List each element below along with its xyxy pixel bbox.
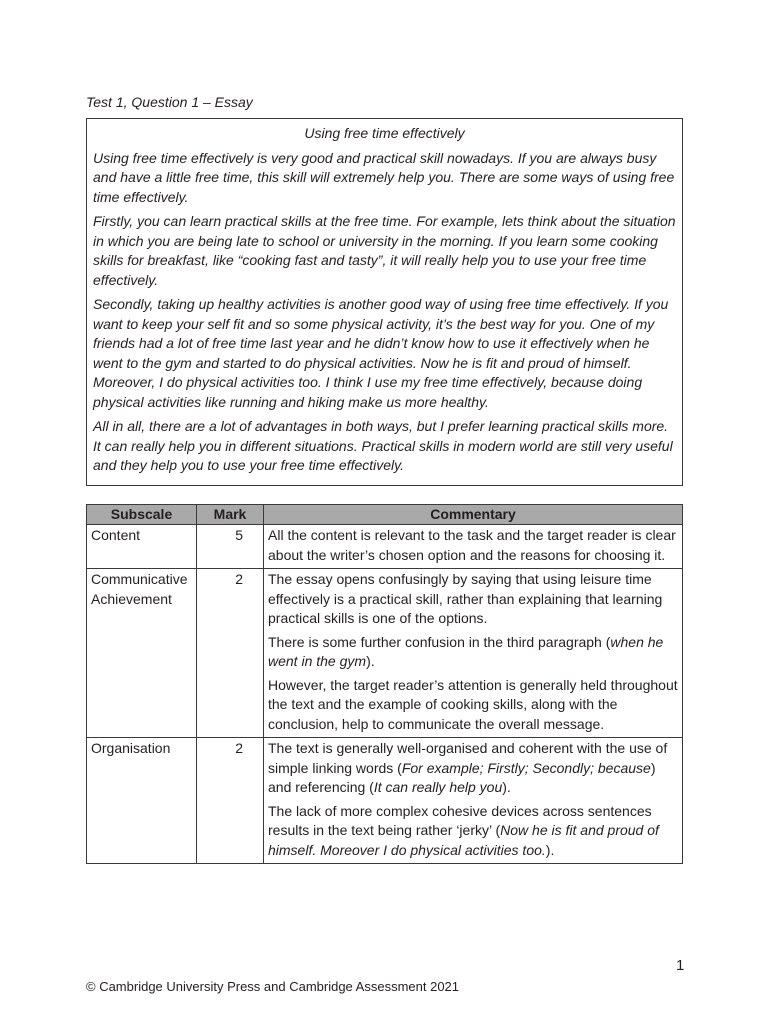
commentary-text: The text is generally well-organised and coherent with the use of simple linking words (	[268, 740, 668, 776]
commentary-paragraph	[268, 739, 678, 798]
mark-cell: 2	[197, 738, 264, 864]
commentary-text: ).	[545, 841, 555, 858]
essay-paragraph: All in all, there are a lot of advantages in both ways, but I prefer learning practical skills more. It can really help you in different situations. Practical skills in modern world are still very useful and they help you to use your free time effectively.	[93, 418, 673, 473]
table-row	[87, 569, 683, 738]
table-row	[87, 738, 683, 864]
commentary-text: ) and referencing (	[268, 759, 656, 795]
commentary-text: ).	[366, 653, 375, 669]
commentary-text: All the content is relevant to the task and the target reader is clear about the writer’s chosen option and the reasons for choosing it.	[268, 527, 676, 563]
quoted-example: Now he is fit and proud of himself. Moreover I do physical activities too.	[268, 822, 659, 858]
commentary-text: ).	[502, 779, 511, 795]
quoted-example: For example; Firstly; Secondly; because	[401, 759, 651, 776]
quoted-example: It can really help you	[373, 779, 503, 795]
commentary-text: However, the target reader’s attention is generally held throughout the text and the example of cooking skills, along with the conclusion, help to communicate the overall message.	[268, 676, 678, 732]
commentary-cell	[264, 569, 683, 738]
subscale-cell: Communicative Achievement	[87, 569, 197, 738]
essay-box	[86, 118, 683, 486]
commentary-paragraph	[268, 633, 678, 672]
mark-cell: 2	[197, 569, 264, 738]
essay-paragraph: Firstly, you can learn practical skills at the free time. For example, lets think about the situation in which you are being late to school or university in the morning. If you learn some cooking skills for breakfast, like “cooking fast and tasty”, it will really help you to use your free time effectively.	[93, 213, 676, 288]
page-heading: Test 1, Question 1 – Essay	[86, 94, 253, 110]
header-commentary: Commentary	[264, 505, 683, 525]
subscale-cell: Content	[87, 525, 197, 569]
commentary-text: There is some further confusion in the third paragraph (	[268, 633, 611, 650]
essay-paragraph: Using free time effectively is very good and practical skill nowadays. If you are always busy and have a little free time, this skill will extremely help you. There are some ways of using free time effectively.	[93, 149, 675, 205]
header-subscale: Subscale	[87, 505, 197, 525]
header-mark: Mark	[197, 505, 264, 525]
mark-cell: 5	[197, 525, 264, 569]
essay-title: Using free time effectively	[304, 125, 465, 141]
subscale-cell: Organisation	[87, 738, 197, 864]
assessment-table	[86, 504, 683, 864]
commentary-text: The lack of more complex cohesive devices across sentences results in the text being rather ‘jerky’ (	[268, 802, 652, 838]
copyright-footer: © Cambridge University Press and Cambridge Assessment 2021	[86, 979, 460, 994]
commentary-paragraph	[268, 676, 678, 735]
commentary-paragraph	[268, 802, 678, 861]
table-header-row	[87, 505, 683, 525]
page-number: 1	[676, 957, 685, 974]
commentary-cell	[264, 525, 683, 569]
commentary-paragraph	[268, 526, 678, 565]
commentary-text: The essay opens confusingly by saying that using leisure time effectively is a practical skill, rather than explaining that learning practical skills is one of the options.	[268, 571, 663, 626]
commentary-paragraph	[268, 570, 678, 629]
essay-paragraph: Secondly, taking up healthy activities is another good way of using free time effectively. If you want to keep your self fit and so some physical activity, it’s the best way for you. One of my friends had a lot of free time last year and he didn’t know how to use it effectively when he went to the gym and started to do physical activities. Now he is fit and proud of himself. Moreover, I do physical activities too. I think I use my free time effectively, because doing physical activities like running and hiking make us more healthy.	[93, 296, 669, 410]
commentary-cell	[264, 738, 683, 864]
table-row	[87, 525, 683, 569]
quoted-example: when he went in the gym	[268, 633, 664, 669]
